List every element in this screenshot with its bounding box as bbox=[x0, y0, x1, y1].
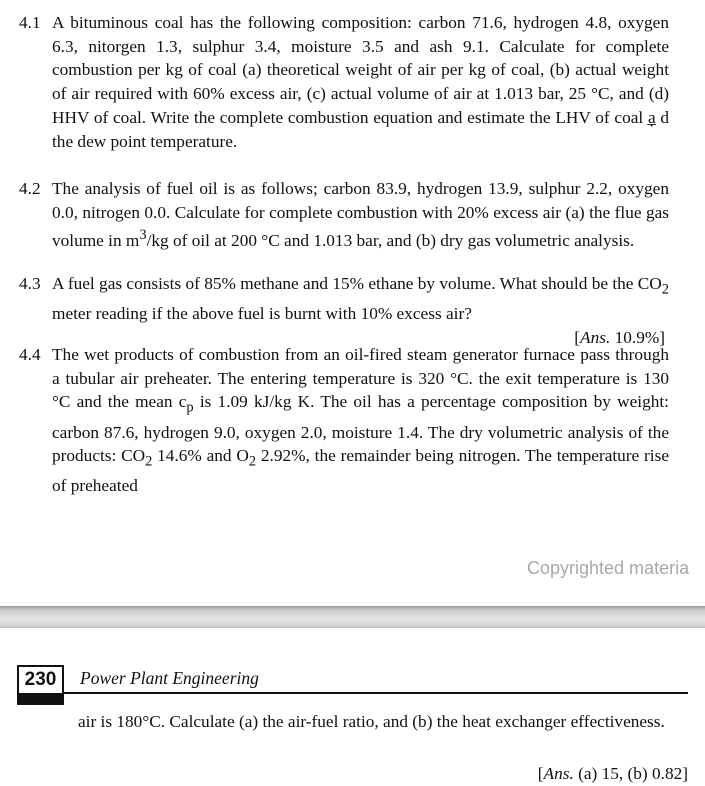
problem-4-3 bbox=[19, 272, 669, 350]
copyright-watermark: Copyrighted materia bbox=[527, 558, 690, 578]
problem-text-part: meter reading if the above fuel is burnt with 10% excess air? bbox=[52, 304, 472, 324]
problem-4-4 bbox=[19, 343, 669, 498]
continuation-text: air is 180°C. Calculate (a) the air-fuel ratio, and (b) the heat exchanger effectiveness. bbox=[78, 712, 665, 731]
problem-number: 4.3 bbox=[19, 274, 41, 293]
problem-text: A bituminous coal has the following composition: carbon 71.6, hydrogen 4.8, oxygen 6.3, nitorgen 1.3, sulphur 3.4, moisture 3.5 and ash 9.1. Calculate for complete combustion per kg of coal (a) theoretical weight of air per kg of coal, (b) actual weight of air required with 60% excess air, (c) actual volume of air at 1.013 bar, 25 °C, and (d) HHV of coal. Write the complete combustion equation and estimate the LHV of coal a̲̣ d the dew point temperature. bbox=[52, 13, 669, 151]
problem-text-part: 2.92%, the remainder being nitrogen. The temperature rise of preheated bbox=[52, 446, 669, 496]
superscript: 3 bbox=[139, 227, 147, 244]
header-rule bbox=[64, 692, 688, 694]
answer-label: Ans. bbox=[580, 327, 611, 347]
problem-text-part: /kg of oil at 200 °C and 1.013 bar, and (b) dry gas volumetric analysis. bbox=[146, 231, 635, 251]
answer-value: 10.9%] bbox=[614, 327, 665, 347]
page-number: 230 bbox=[17, 665, 64, 695]
subscript: 2 bbox=[661, 281, 669, 298]
subscript: 2 bbox=[248, 453, 257, 470]
running-head: Power Plant Engineering bbox=[80, 668, 259, 688]
page-number-tab bbox=[17, 695, 64, 705]
page-divider bbox=[0, 606, 705, 628]
problem-4-1 bbox=[19, 11, 669, 153]
subscript: 2 bbox=[145, 453, 153, 470]
book-page-lower bbox=[0, 628, 705, 786]
problem-text-part: 14.6% and O bbox=[152, 446, 249, 466]
problem-number: 4.2 bbox=[19, 179, 41, 198]
problem-4-2 bbox=[19, 177, 669, 253]
problem-number: 4.4 bbox=[19, 345, 41, 364]
problem-number: 4.1 bbox=[19, 13, 41, 32]
problem-text bbox=[52, 343, 669, 498]
problem-text-part: is 1.09 kJ/kg K. The oil has a percentage composition by weight: carbon 87.6, hydrogen 9.0, oxygen 2.0, moisture 1.4. The dry volumetric analysis of the products: CO bbox=[52, 392, 669, 466]
answer-bracket: [ bbox=[537, 764, 544, 783]
subscript: p bbox=[186, 399, 194, 416]
answer-bracket: [ bbox=[574, 327, 581, 347]
problem-text bbox=[52, 272, 669, 350]
answer bbox=[78, 762, 688, 786]
problem-text-part: The analysis of fuel oil is as follows; carbon 83.9, hydrogen 13.9, sulphur 2.2, oxygen 0.0, nitrogen 0.0. Calculate for complete combustion with 20% excess air (a) the flue gas volume in m bbox=[52, 179, 669, 251]
problem-text bbox=[52, 177, 669, 253]
answer-label: Ans. bbox=[543, 764, 574, 783]
answer-value: (a) 15, (b) 0.82] bbox=[578, 764, 688, 783]
problem-text-part: The wet products of combustion from an oil-fired steam generator furnace pass through a tubular air preheater. The entering temperature is 320 °C. the exit temperature is 130 °C and the mean c bbox=[52, 345, 669, 412]
problem-text-part: A fuel gas consists of 85% methane and 15% ethane by volume. What should be the CO bbox=[52, 274, 662, 293]
